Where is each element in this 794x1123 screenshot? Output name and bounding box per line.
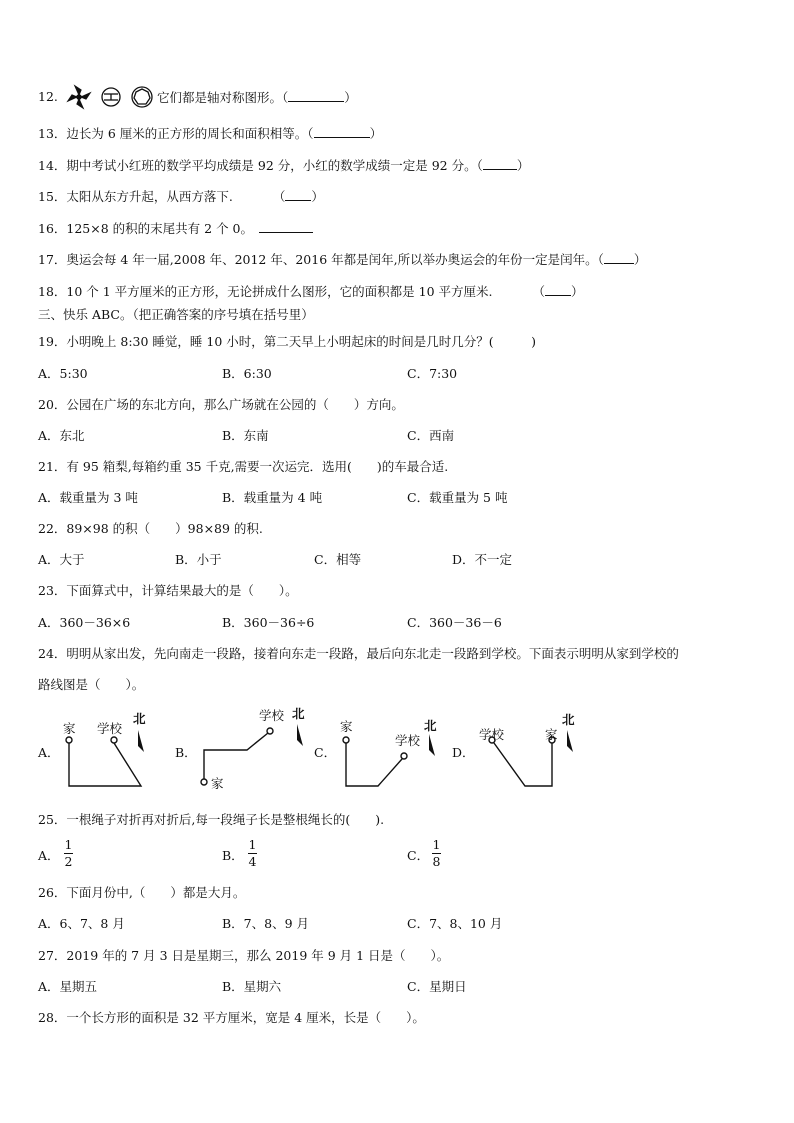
question-16: 16．125×8 的积的末尾共有 2 个 0。 bbox=[38, 220, 313, 237]
answer-blank[interactable] bbox=[545, 283, 571, 296]
option-a[interactable]: A．星期五 bbox=[38, 979, 98, 994]
option-c[interactable]: C．星期日 bbox=[407, 979, 467, 994]
option-c[interactable]: C．7:30 bbox=[407, 366, 458, 381]
question-25: 25．一根绳子对折再对折后,每一段绳子长是整根绳长的( ). bbox=[38, 812, 385, 827]
home-label: 家 bbox=[340, 719, 353, 734]
question-12 bbox=[38, 89, 58, 105]
option-c[interactable]: C．西南 bbox=[407, 428, 455, 443]
route-d bbox=[489, 737, 555, 786]
symmetric-shapes bbox=[66, 84, 154, 110]
option-b[interactable]: B．小于 bbox=[175, 552, 222, 567]
question-26: 26．下面月份中,（ ）都是大月。 bbox=[38, 885, 246, 900]
option-d[interactable]: D． bbox=[452, 745, 475, 760]
question-24-line1: 24．明明从家出发，先向南走一段路，接着向东走一段路，最后向东北走一段路到学校。下面表示明明从家到学校的 bbox=[38, 646, 679, 661]
north-arrow-icon bbox=[138, 730, 144, 752]
option-c[interactable]: C． bbox=[407, 848, 430, 863]
question-15: 15．太阳从东方升起，从西方落下. （ ） bbox=[38, 189, 324, 204]
option-b[interactable]: B． bbox=[222, 848, 244, 863]
answer-blank[interactable] bbox=[314, 125, 370, 138]
option-b[interactable]: B． bbox=[175, 745, 197, 760]
option-a[interactable]: A．东北 bbox=[38, 428, 85, 443]
fraction-eighth: 1 8 bbox=[432, 837, 441, 869]
question-17: 17．奥运会每 4 年一届,2008 年、2012 年、2016 年都是闰年,所以举办奥运会的年份一定是闰年。（ ） bbox=[38, 252, 647, 267]
option-c[interactable]: C．载重量为 5 吨 bbox=[407, 490, 508, 505]
north-label: 北 bbox=[292, 706, 305, 721]
north-arrow-icon bbox=[429, 734, 435, 756]
question-28: 28．一个长方形的面积是 32 平方厘米，宽是 4 厘米，长是（ ）。 bbox=[38, 1010, 425, 1025]
home-label: 家 bbox=[63, 721, 76, 736]
school-label: 学校 bbox=[259, 708, 285, 723]
option-c[interactable]: C．相等 bbox=[314, 552, 362, 567]
north-arrows bbox=[138, 724, 573, 756]
question-22: 22．89×98 的积（ ）98×89 的积. bbox=[38, 521, 263, 536]
question-21: 21．有 95 箱梨,每箱约重 35 千克,需要一次运完．选用( )的车最合适. bbox=[38, 459, 449, 474]
option-c[interactable]: C． bbox=[314, 745, 337, 760]
north-arrow-icon bbox=[567, 730, 573, 752]
home-label: 家 bbox=[211, 776, 224, 791]
answer-blank[interactable] bbox=[259, 220, 313, 233]
question-18: 18．10 个 1 平方厘米的正方形，无论拼成什么图形，它的面积都是 10 平方厘米. （ ） bbox=[38, 284, 584, 299]
school-label: 学校 bbox=[97, 721, 123, 736]
option-b[interactable]: B．东南 bbox=[222, 428, 269, 443]
option-b[interactable]: B．星期六 bbox=[222, 979, 282, 994]
north-label: 北 bbox=[424, 718, 437, 733]
answer-blank[interactable] bbox=[483, 157, 517, 170]
question-12-text: 它们都是轴对称图形。（ ） bbox=[157, 90, 357, 105]
option-c[interactable]: C．7、8、10 月 bbox=[407, 916, 503, 931]
option-a[interactable]: A．6、7、8 月 bbox=[38, 916, 125, 931]
answer-blank[interactable] bbox=[604, 251, 634, 264]
option-a[interactable]: A． bbox=[38, 745, 60, 760]
question-number: 12. bbox=[38, 89, 58, 104]
option-a[interactable]: A．360－36×6 bbox=[38, 615, 131, 630]
question-20: 20．公园在广场的东北方向，那么广场就在公园的（ ）方向。 bbox=[38, 397, 404, 412]
fraction-quarter: 1 4 bbox=[248, 837, 257, 869]
question-14: 14．期中考试小红班的数学平均成绩是 92 分，小红的数学成绩一定是 92 分。（ ） bbox=[38, 158, 530, 173]
option-a[interactable]: A．大于 bbox=[38, 552, 85, 567]
circle-polygon-icon bbox=[132, 87, 152, 107]
option-a[interactable]: A．5:30 bbox=[38, 366, 88, 381]
question-23: 23．下面算式中，计算结果最大的是（ ）。 bbox=[38, 583, 298, 598]
option-b[interactable]: B．360－36÷6 bbox=[222, 615, 315, 630]
route-a bbox=[66, 737, 141, 786]
section-3-heading: 三、快乐 ABC。（把正确答案的序号填在括号里） bbox=[38, 307, 314, 322]
north-label: 北 bbox=[562, 712, 575, 727]
circle-lines-icon bbox=[102, 88, 120, 106]
question-27: 27．2019 年的 7 月 3 日是星期三，那么 2019 年 9 月 1 日是（ ）。 bbox=[38, 948, 450, 963]
option-b[interactable]: B．7、8、9 月 bbox=[222, 916, 310, 931]
option-d[interactable]: D．不一定 bbox=[452, 552, 513, 567]
option-c[interactable]: C．360－36－6 bbox=[407, 615, 502, 630]
question-19: 19．小明晚上 8:30 睡觉，睡 10 小时，第二天早上小明起床的时间是几时几分？( ) bbox=[38, 334, 537, 349]
question-24-line2: 路线图是（ ）。 bbox=[38, 677, 145, 692]
route-diagrams bbox=[0, 700, 794, 800]
question-13: 13．边长为 6 厘米的正方形的周长和面积相等。（ ） bbox=[38, 126, 383, 141]
option-b[interactable]: B．载重量为 4 吨 bbox=[222, 490, 323, 505]
school-label: 学校 bbox=[395, 733, 421, 748]
fraction-half: 1 2 bbox=[64, 837, 73, 869]
school-label: 学校 bbox=[479, 727, 505, 742]
answer-blank[interactable] bbox=[288, 89, 344, 102]
pinwheel-icon bbox=[68, 86, 90, 108]
option-a[interactable]: A．载重量为 3 吨 bbox=[38, 490, 138, 505]
option-a[interactable]: A． bbox=[38, 848, 60, 863]
home-label: 家 bbox=[545, 727, 558, 742]
north-arrow-icon bbox=[297, 724, 303, 746]
north-label: 北 bbox=[133, 711, 146, 726]
answer-blank[interactable] bbox=[285, 188, 311, 201]
option-b[interactable]: B．6:30 bbox=[222, 366, 272, 381]
